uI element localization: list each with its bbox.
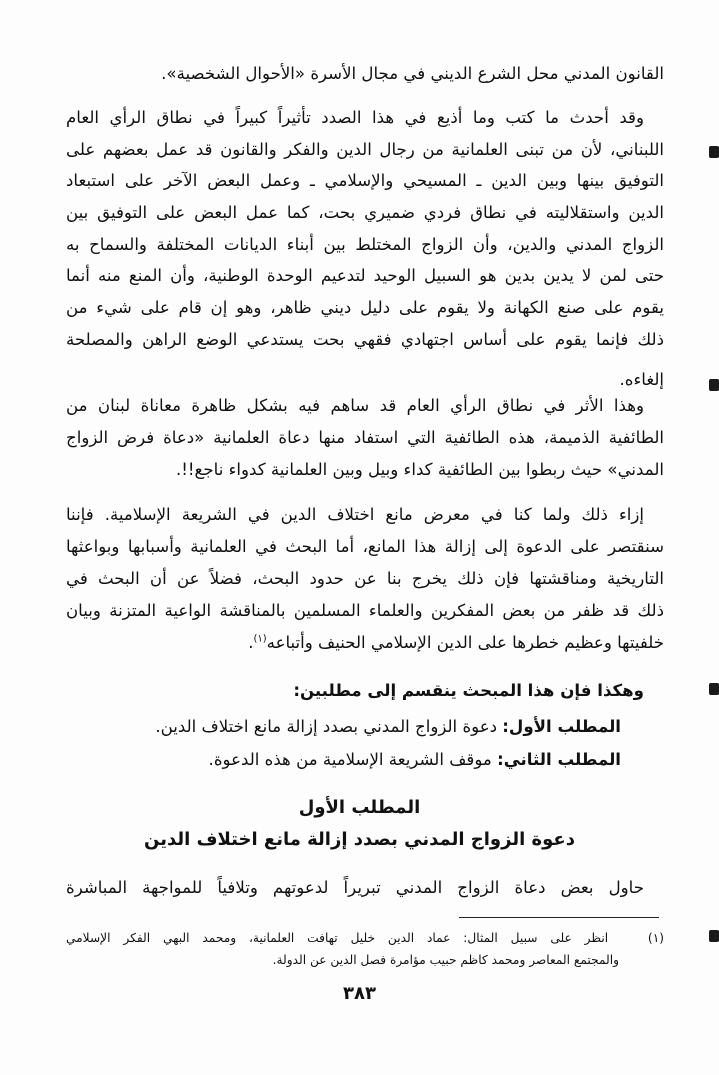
footnote-reference[interactable]: (١) bbox=[253, 633, 267, 645]
footnote-line: والمجتمع المعاصر ومحمد كاظم حبيب مؤامرة فصل الدين عن الدولة. bbox=[272, 953, 619, 967]
text-line: سنقتصر على الدعوة إلى إزالة هذا المانع، أما البحث في العلمانية وأسبابها وبواعثها bbox=[66, 537, 664, 556]
text-line: الدين واستقلاليته في نطاق فردي ضميري بحت، كما عمل البعض على التوفيق بين bbox=[66, 203, 664, 222]
footnote-divider bbox=[459, 917, 659, 918]
subsection-item-1 bbox=[90, 713, 621, 741]
text-line: ذلك قد ظفر من بعض المفكرين والعلماء المسلمين بالمناقشة الواعية المتزنة وبيان bbox=[66, 601, 664, 620]
binding-mark bbox=[709, 683, 719, 695]
text-line: ذلك فإنما يقوم على أساس اجتهادي فقهي بحت يستدعي الوضع الراهن والمصلحة bbox=[66, 330, 664, 349]
subsection-label: المطلب الثاني: bbox=[497, 750, 621, 769]
binding-mark bbox=[709, 146, 719, 158]
subsection-text: موقف الشريعة الإسلامية من هذه الدعوة. bbox=[208, 750, 492, 769]
subsection-item-2 bbox=[90, 746, 621, 774]
footnote-marker: (١) bbox=[647, 931, 664, 945]
text-line: التوفيق بينها وبين الدين ـ المسيحي والإسلامي ـ وعمل البعض الآخر على استبعاد bbox=[66, 171, 664, 190]
subsection-text: دعوة الزواج المدني بصدد إزالة مانع اختلاف الدين. bbox=[155, 717, 497, 736]
text-line: حاول بعض دعاة الزواج المدني تبريراً لدعوتهم وتلافياً للمواجهة المباشرة bbox=[66, 878, 644, 897]
text-line: التاريخية ومناقشتها فإن ذلك يخرج بنا عن حدود البحث، فضلاً عن أن البحث في bbox=[66, 569, 664, 588]
section-intro-line: وهكذا فإن هذا المبحث ينقسم إلى مطلبين: bbox=[293, 681, 644, 700]
binding-mark bbox=[709, 930, 719, 942]
section-title: المطلب الأول bbox=[298, 797, 421, 818]
footnote-text: انظر على سبيل المثال: عماد الدين خليل تهافت العلمانية، ومحمد البهي الفكر الإسلامي bbox=[66, 931, 609, 945]
text-line: يقوم على صنع الكهانة ولا يقوم على دليل ديني ظاهر، وهو إن قام على شيء من bbox=[66, 298, 664, 317]
period: . bbox=[248, 633, 254, 652]
text-line: اللبناني، لأن من تبنى العلمانية من رجال الدين والفكر والقانون قد عمل بعضهم على bbox=[66, 140, 664, 159]
text-line: المدني» حيث ربطوا بين الطائفية كداء وبيل وبين العلمانية كدواء ناجع!!. bbox=[175, 460, 664, 479]
binding-mark bbox=[709, 379, 719, 391]
text-line: وقد أحدث ما كتب وما أذيع في هذا الصدد تأثيراً كبيراً في نطاق الرأي العام bbox=[66, 108, 644, 127]
text-line-content: خلفيتها وعظيم خطرها على الدين الإسلامي الحنيف وأتباعه bbox=[266, 633, 664, 652]
text-line: القانون المدني محل الشرع الديني في مجال الأسرة «الأحوال الشخصية». bbox=[161, 64, 664, 83]
text-line: إزاء ذلك ولما كنا في معرض مانع اختلاف الدين في الشريعة الإسلامية. فإننا bbox=[66, 505, 644, 524]
text-line: حتى لمن لا يدين بدين هو السبيل الوحيد لتدعيم الوحدة الوطنية، وأن المنع منه أنما bbox=[66, 266, 664, 285]
text-line-with-footnote bbox=[66, 629, 664, 657]
footnote-line bbox=[66, 928, 664, 948]
page-number: ٣٨٣ bbox=[343, 983, 376, 1004]
section-subtitle: دعوة الزواج المدني بصدد إزالة مانع اختلاف الدين bbox=[144, 829, 575, 850]
subsection-label: المطلب الأول: bbox=[502, 717, 621, 736]
text-line: الطائفية الذميمة، هذه الطائفية التي استفاد منها دعاة العلمانية «دعاة فرض الزواج bbox=[66, 428, 664, 447]
text-line: إلغاءه. bbox=[619, 370, 664, 389]
text-line: وهذا الأثر في نطاق الرأي العام قد ساهم فيه بشكل ظاهرة معاناة لبنان من bbox=[66, 396, 644, 415]
text-line: الزواج المدني والدين، وأن الزواج المختلط بين أبناء الديانات المختلفة والسماح به bbox=[66, 235, 664, 254]
